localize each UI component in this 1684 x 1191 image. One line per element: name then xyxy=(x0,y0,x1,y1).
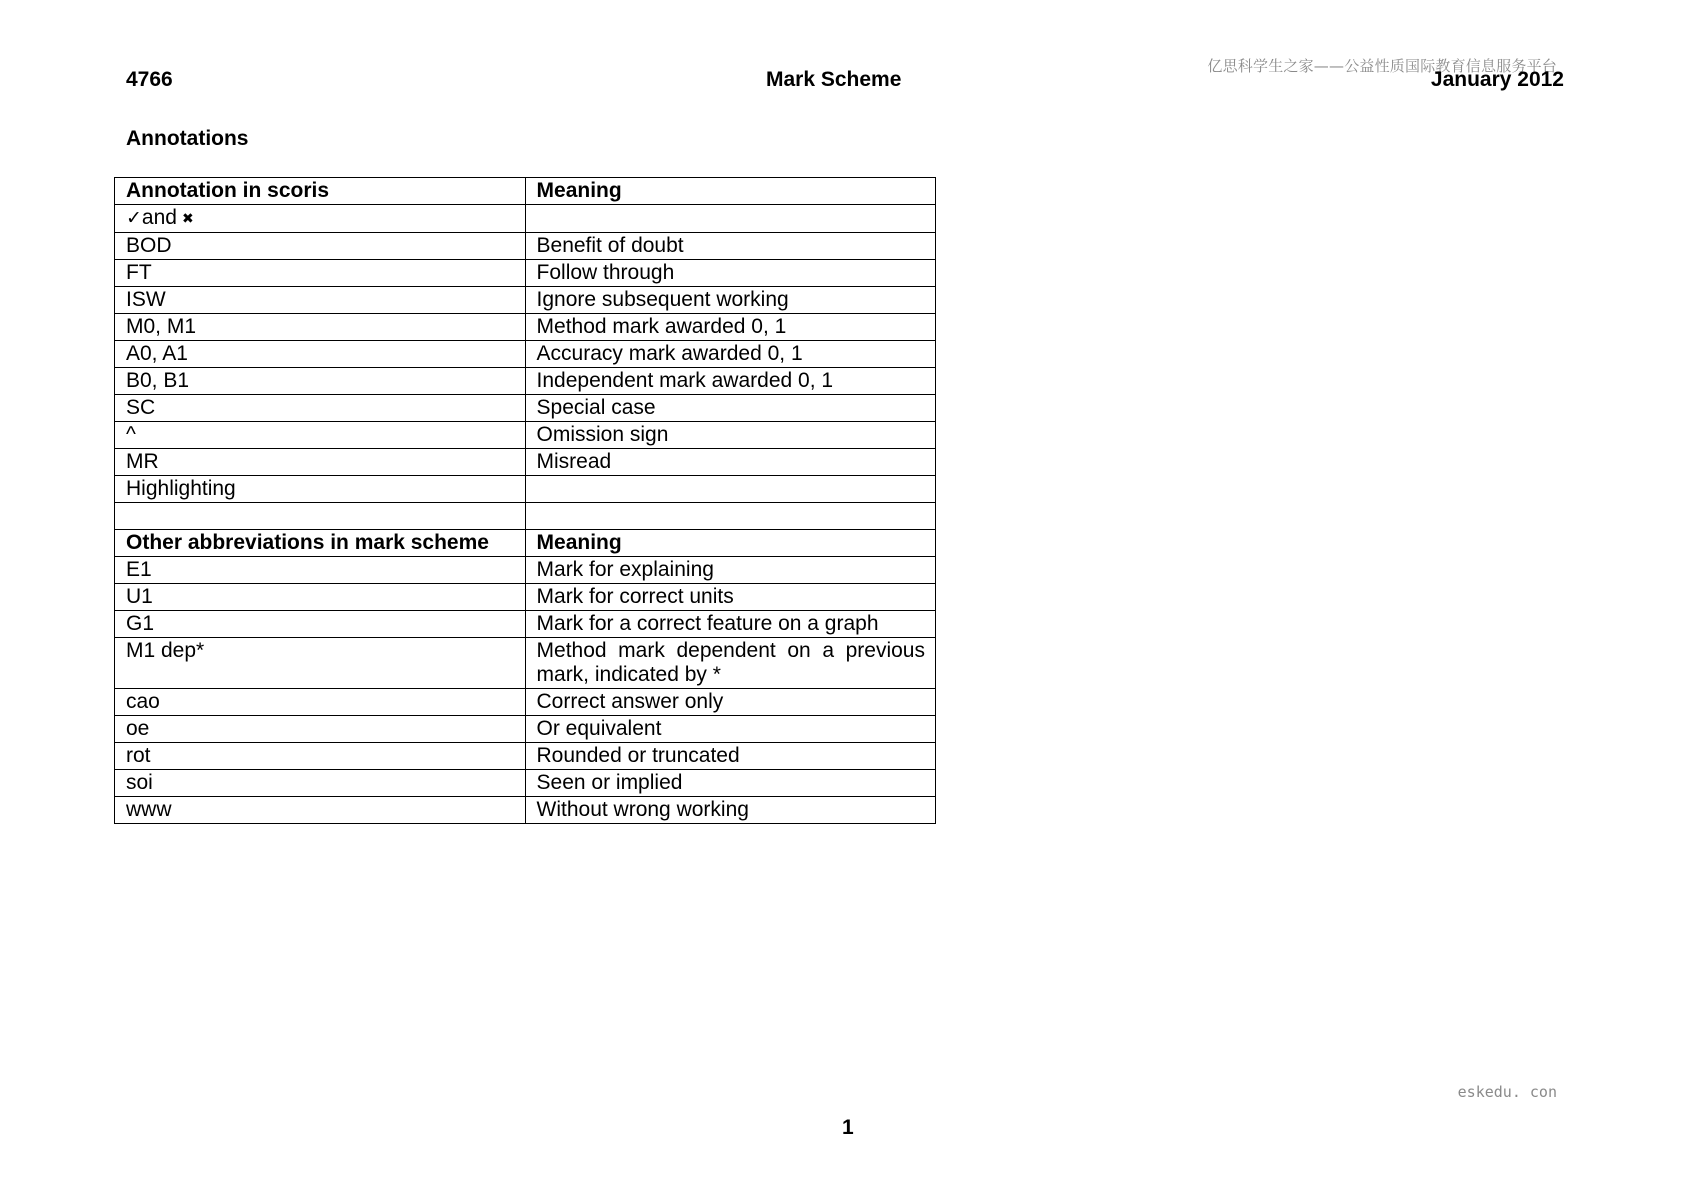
abbreviation-cell: cao xyxy=(115,689,526,716)
meaning-cell: Method mark dependent on a previous mark, indicated by * xyxy=(525,638,935,689)
meaning-cell: Special case xyxy=(525,395,935,422)
exam-date: January 2012 xyxy=(1430,68,1564,91)
table-row xyxy=(115,341,936,368)
table-header-row xyxy=(115,178,936,205)
meaning-cell: Independent mark awarded 0, 1 xyxy=(525,368,935,395)
annotation-cell: ISW xyxy=(115,287,526,314)
table-row xyxy=(115,476,936,503)
meaning-cell: Benefit of doubt xyxy=(525,233,935,260)
document-title: Mark Scheme xyxy=(766,68,902,91)
annotation-cell: M0, M1 xyxy=(115,314,526,341)
abbreviation-cell: oe xyxy=(115,716,526,743)
watermark-top: 亿思科学生之家——公益性质国际教育信息服务平台 xyxy=(1207,57,1557,75)
table-row xyxy=(115,557,936,584)
header-cell: Annotation in scoris xyxy=(115,178,526,205)
meaning-cell: Ignore subsequent working xyxy=(525,287,935,314)
annotation-cell: SC xyxy=(115,395,526,422)
annotation-cell: B0, B1 xyxy=(115,368,526,395)
abbreviation-cell: M1 dep* xyxy=(115,638,526,689)
table-row xyxy=(115,205,936,233)
table-row xyxy=(115,689,936,716)
meaning-cell xyxy=(525,205,935,233)
meaning-cell xyxy=(525,476,935,503)
abbreviation-cell: rot xyxy=(115,743,526,770)
annotation-cell: BOD xyxy=(115,233,526,260)
abbreviation-cell: G1 xyxy=(115,611,526,638)
header-cell: Meaning xyxy=(525,530,935,557)
annotation-cell xyxy=(115,503,526,530)
meaning-cell: Or equivalent xyxy=(525,716,935,743)
table-row xyxy=(115,314,936,341)
table-row xyxy=(115,716,936,743)
header-cell: Other abbreviations in mark scheme xyxy=(115,530,526,557)
table-row xyxy=(115,449,936,476)
table-row xyxy=(115,584,936,611)
meaning-cell: Correct answer only xyxy=(525,689,935,716)
table-row xyxy=(115,638,936,689)
cross-icon: ✖ xyxy=(181,211,194,227)
section-title: Annotations xyxy=(126,127,249,150)
meaning-cell: Omission sign xyxy=(525,422,935,449)
abbreviation-cell: www xyxy=(115,797,526,824)
table-row-empty xyxy=(115,503,936,530)
meaning-cell: Mark for explaining xyxy=(525,557,935,584)
page-number: 1 xyxy=(842,1116,854,1139)
meaning-cell: Follow through xyxy=(525,260,935,287)
table-row xyxy=(115,260,936,287)
table-row xyxy=(115,287,936,314)
table-row xyxy=(115,797,936,824)
meaning-cell: Accuracy mark awarded 0, 1 xyxy=(525,341,935,368)
table-row xyxy=(115,743,936,770)
tick-icon: ✓ xyxy=(126,207,142,229)
meaning-cell: Without wrong working xyxy=(525,797,935,824)
annotation-cell: MR xyxy=(115,449,526,476)
watermark-bottom: eskedu. con xyxy=(1457,1083,1557,1101)
annotation-cell xyxy=(115,205,526,233)
meaning-cell: Misread xyxy=(525,449,935,476)
meaning-cell: Mark for a correct feature on a graph xyxy=(525,611,935,638)
table-row xyxy=(115,233,936,260)
annotation-cell: ^ xyxy=(115,422,526,449)
meaning-cell: Method mark awarded 0, 1 xyxy=(525,314,935,341)
abbreviation-cell: soi xyxy=(115,770,526,797)
meaning-cell: Seen or implied xyxy=(525,770,935,797)
table-row xyxy=(115,395,936,422)
table-row xyxy=(115,368,936,395)
and-text: and xyxy=(141,206,177,229)
annotation-cell: FT xyxy=(115,260,526,287)
table-header-row xyxy=(115,530,936,557)
meaning-cell: Mark for correct units xyxy=(525,584,935,611)
annotations-table xyxy=(114,177,936,824)
table-row xyxy=(115,770,936,797)
annotation-cell: Highlighting xyxy=(115,476,526,503)
meaning-cell xyxy=(525,503,935,530)
header-cell: Meaning xyxy=(525,178,935,205)
abbreviation-cell: E1 xyxy=(115,557,526,584)
paper-code: 4766 xyxy=(126,68,173,91)
abbreviation-cell: U1 xyxy=(115,584,526,611)
annotation-cell: A0, A1 xyxy=(115,341,526,368)
meaning-cell: Rounded or truncated xyxy=(525,743,935,770)
table-row xyxy=(115,422,936,449)
table-row xyxy=(115,611,936,638)
page-header xyxy=(126,68,1564,96)
